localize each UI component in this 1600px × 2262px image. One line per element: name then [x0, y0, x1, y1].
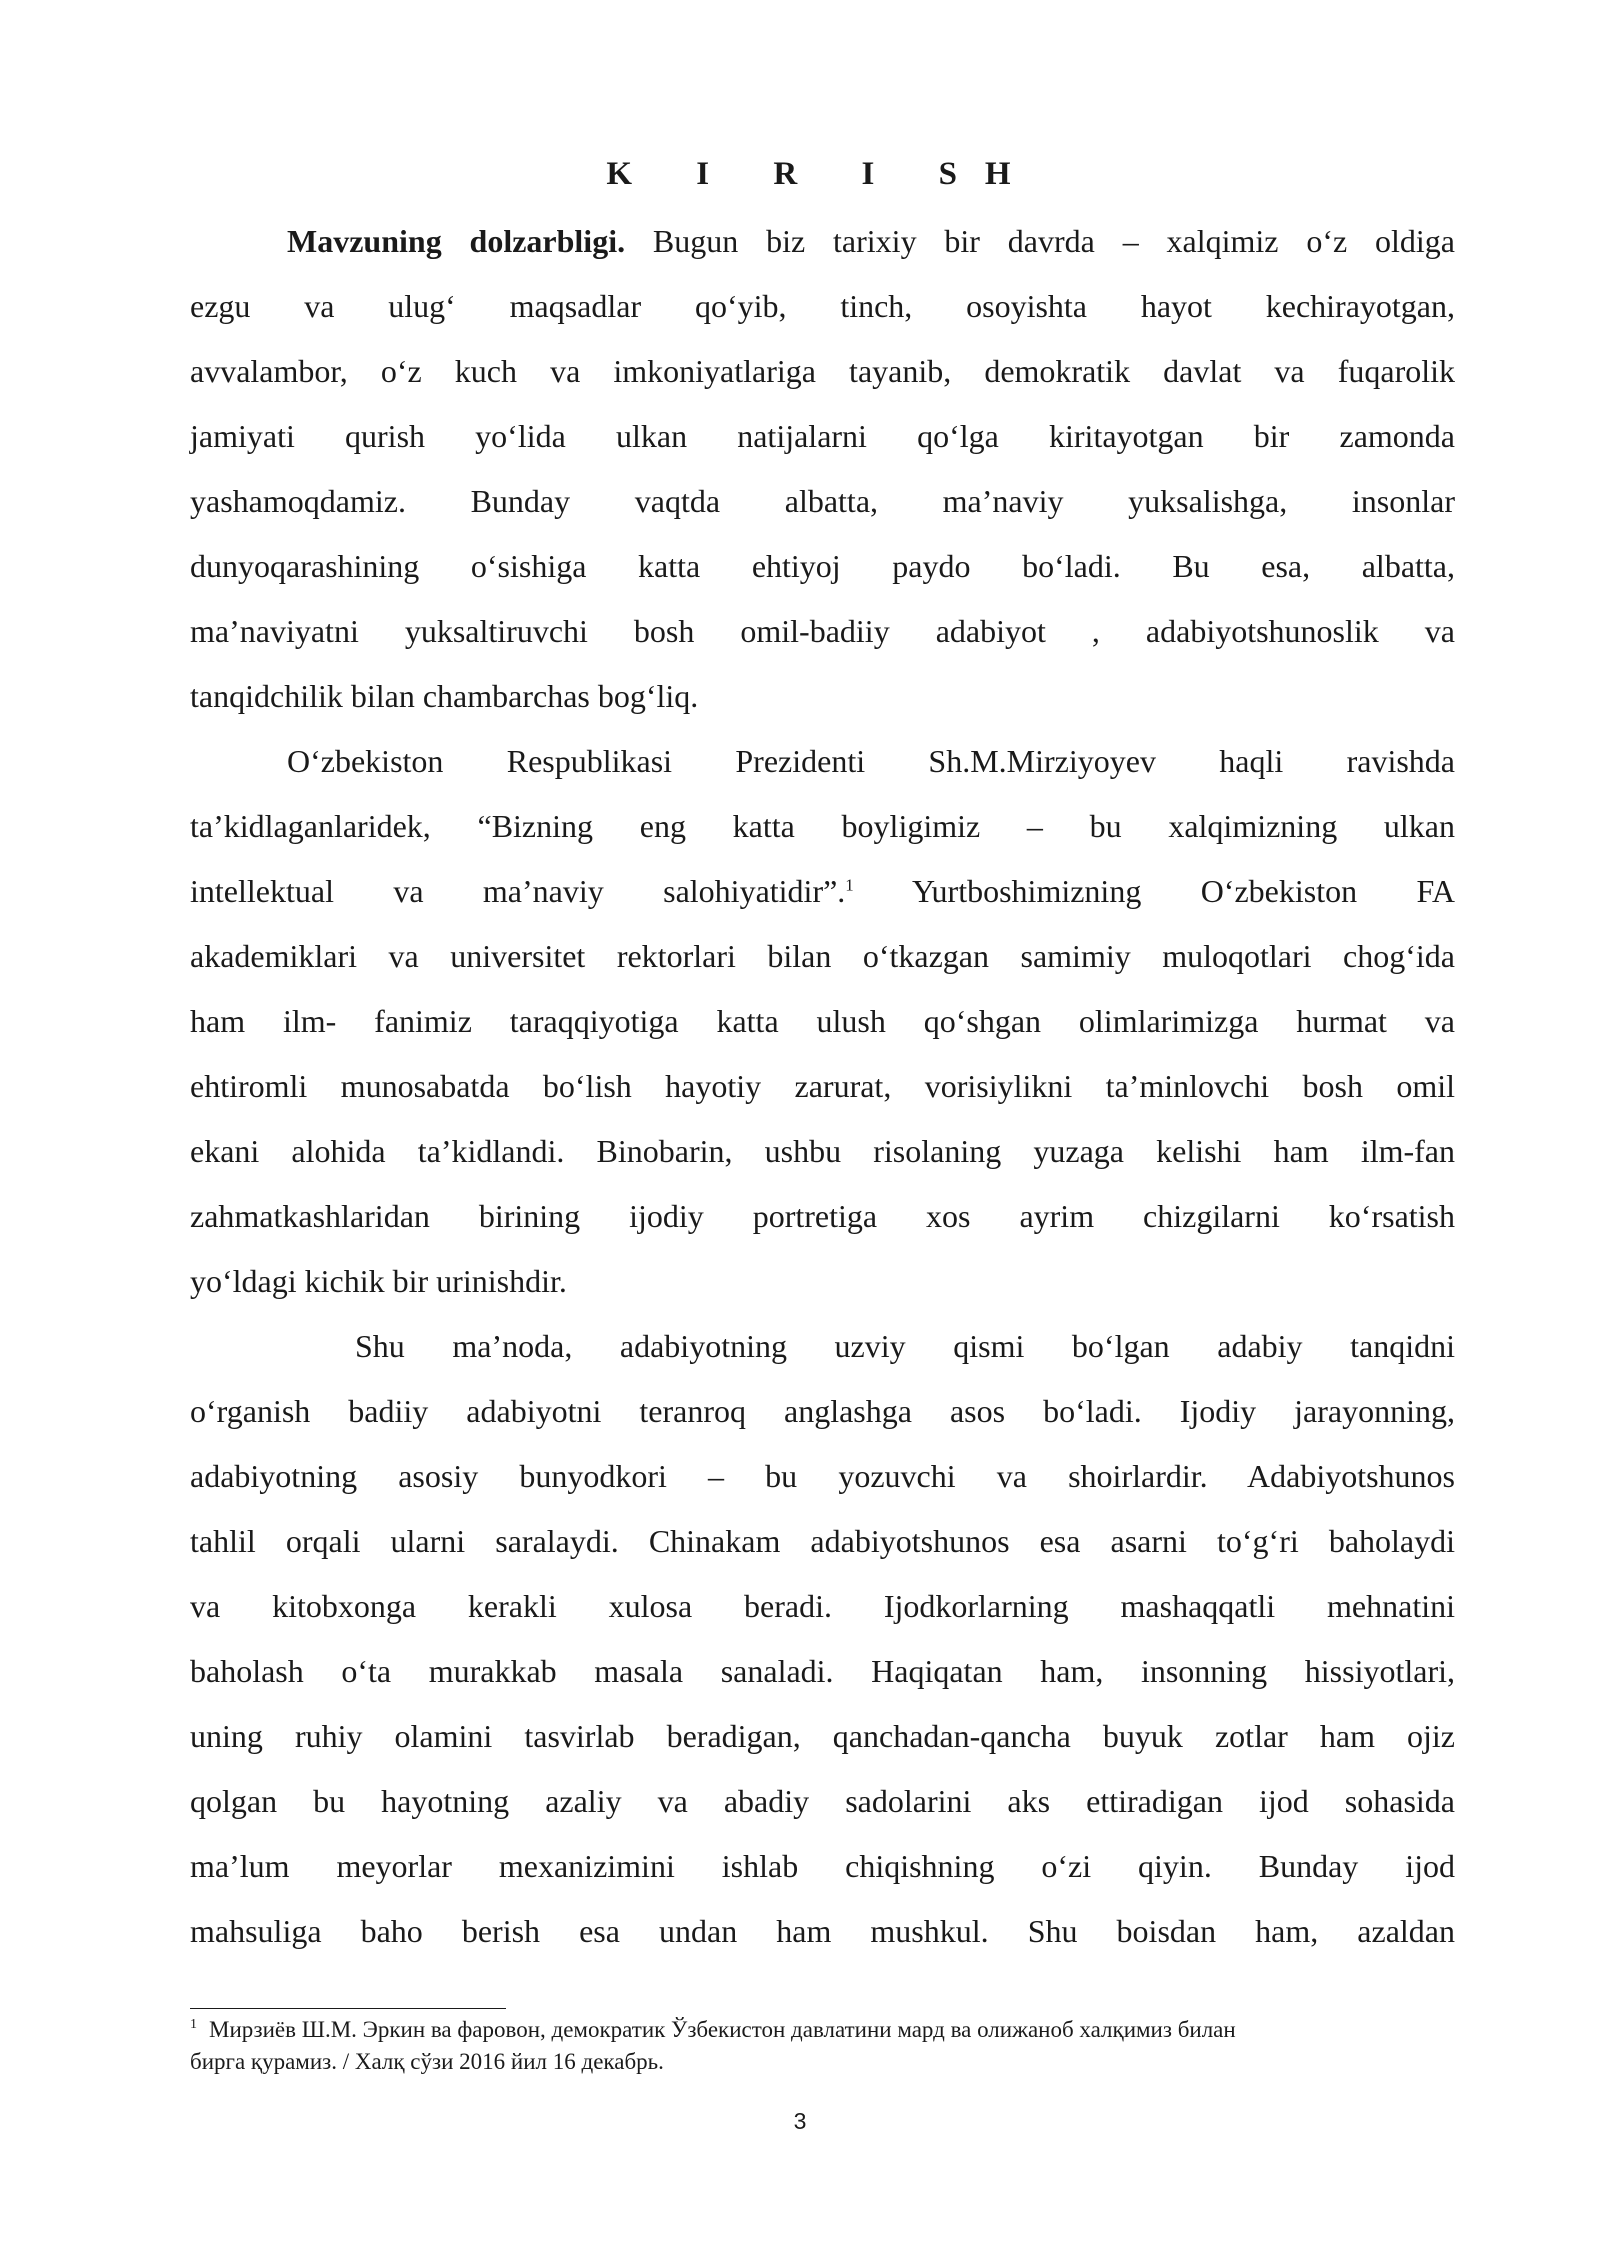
footnote-text: Мирзиёв Ш.М. Эркин ва фаровон, демократик Ўзбекистон давлатини мард ва олижаноб халқимиз билан [209, 2017, 1236, 2042]
paragraph-line: ma’lum meyorlar mexanizimini ishlab chiqishning o‘zi qiyin. Bunday ijod [190, 1848, 1455, 1884]
paragraph-line [190, 868, 1455, 914]
page-number: 3 [793, 2108, 807, 2134]
paragraph-line: ta’kidlaganlaridek, “Bizning eng katta boyligimiz – bu xalqimizning ulkan [190, 808, 1455, 844]
paragraph-text: Yurtboshimizning O‘zbekiston FA [911, 873, 1455, 909]
footnote-reference[interactable]: 1 [845, 875, 854, 895]
paragraph-line: ezgu va ulug‘ maqsadlar qo‘yib, tinch, osoyishta hayot kechirayotgan, [190, 288, 1455, 324]
paragraph-line: Shu ma’noda, adabiyotning uzviy qismi bo‘lgan adabiy tanqidni [355, 1328, 1455, 1364]
page-title: K I R I SH [606, 156, 1039, 192]
paragraph-line: qolgan bu hayotning azaliy va abadiy sadolarini aks ettiradigan ijod sohasida [190, 1783, 1455, 1819]
paragraph-line: ehtiromli munosabatda bo‘lish hayotiy zarurat, vorisiylikni ta’minlovchi bosh omil [190, 1068, 1455, 1104]
paragraph-line: ma’naviyatni yuksaltiruvchi bosh omil-badiiy adabiyot , adabiyotshunoslik va [190, 613, 1455, 649]
paragraph-line: ekani alohida ta’kidlandi. Binobarin, ushbu risolaning yuzaga kelishi ham ilm-fan [190, 1133, 1455, 1169]
paragraph-line [287, 218, 1455, 264]
paragraph-lead-title: Mavzuning dolzarbligi. [287, 223, 626, 259]
paragraph-line: o‘rganish badiiy adabiyotni teranroq anglashga asos bo‘ladi. Ijodiy jarayonning, [190, 1393, 1455, 1429]
footnote-line: бирга қурамиз. / Халқ сўзи 2016 йил 16 декабрь. [190, 2049, 664, 2074]
quote-text: intellektual va ma’naviy salohiyatidir”. [190, 873, 846, 909]
paragraph-line: dunyoqarashining o‘sishiga katta ehtiyoj paydo bo‘ladi. Bu esa, albatta, [190, 548, 1455, 584]
paragraph-line: adabiyotning asosiy bunyodkori – bu yozuvchi va shoirlardir. Adabiyotshunos [190, 1458, 1455, 1494]
paragraph-line: uning ruhiy olamini tasvirlab beradigan, qanchadan-qancha buyuk zotlar ham ojiz [190, 1718, 1455, 1754]
paragraph-line: mahsuliga baho berish esa undan ham mushkul. Shu boisdan ham, azaldan [190, 1913, 1455, 1949]
paragraph-line: ham ilm- fanimiz taraqqiyotiga katta ulush qo‘shgan olimlarimizga hurmat va [190, 1003, 1455, 1039]
paragraph-line: tahlil orqali ularni saralaydi. Chinakam adabiyotshunos esa asarni to‘g‘ri baholaydi [190, 1523, 1455, 1559]
footnote-marker: 1 [190, 2017, 197, 2033]
footnote-line [190, 2014, 1455, 2046]
paragraph-line: zahmatkashlaridan birining ijodiy portretiga xos ayrim chizgilarni ko‘rsatish [190, 1198, 1455, 1234]
paragraph-line: avvalambor, o‘z kuch va imkoniyatlariga tayanib, demokratik davlat va fuqarolik [190, 353, 1455, 389]
paragraph-line: va kitobxonga kerakli xulosa beradi. Ijodkorlarning mashaqqatli mehnatini [190, 1588, 1455, 1624]
paragraph-line: akademiklari va universitet rektorlari bilan o‘tkazgan samimiy muloqotlari chog‘ida [190, 938, 1455, 974]
paragraph-line: jamiyati qurish yo‘lida ulkan natijalarni qo‘lga kiritayotgan bir zamonda [190, 418, 1455, 454]
paragraph-line: O‘zbekiston Respublikasi Prezidenti Sh.M.Mirziyoyev haqli ravishda [287, 743, 1455, 779]
paragraph-line: tanqidchilik bilan chambarchas bog‘liq. [190, 678, 699, 714]
paragraph-line: baholash o‘ta murakkab masala sanaladi. Haqiqatan ham, insonning hissiyotlari, [190, 1653, 1455, 1689]
paragraph-text: Bugun biz tarixiy bir davrda – xalqimiz o‘z oldiga [625, 223, 1456, 259]
footnote-divider [190, 2008, 506, 2009]
paragraph-line: yo‘ldagi kichik bir urinishdir. [190, 1263, 567, 1299]
paragraph-line: yashamoqdamiz. Bunday vaqtda albatta, ma’naviy yuksalishga, insonlar [190, 483, 1455, 519]
